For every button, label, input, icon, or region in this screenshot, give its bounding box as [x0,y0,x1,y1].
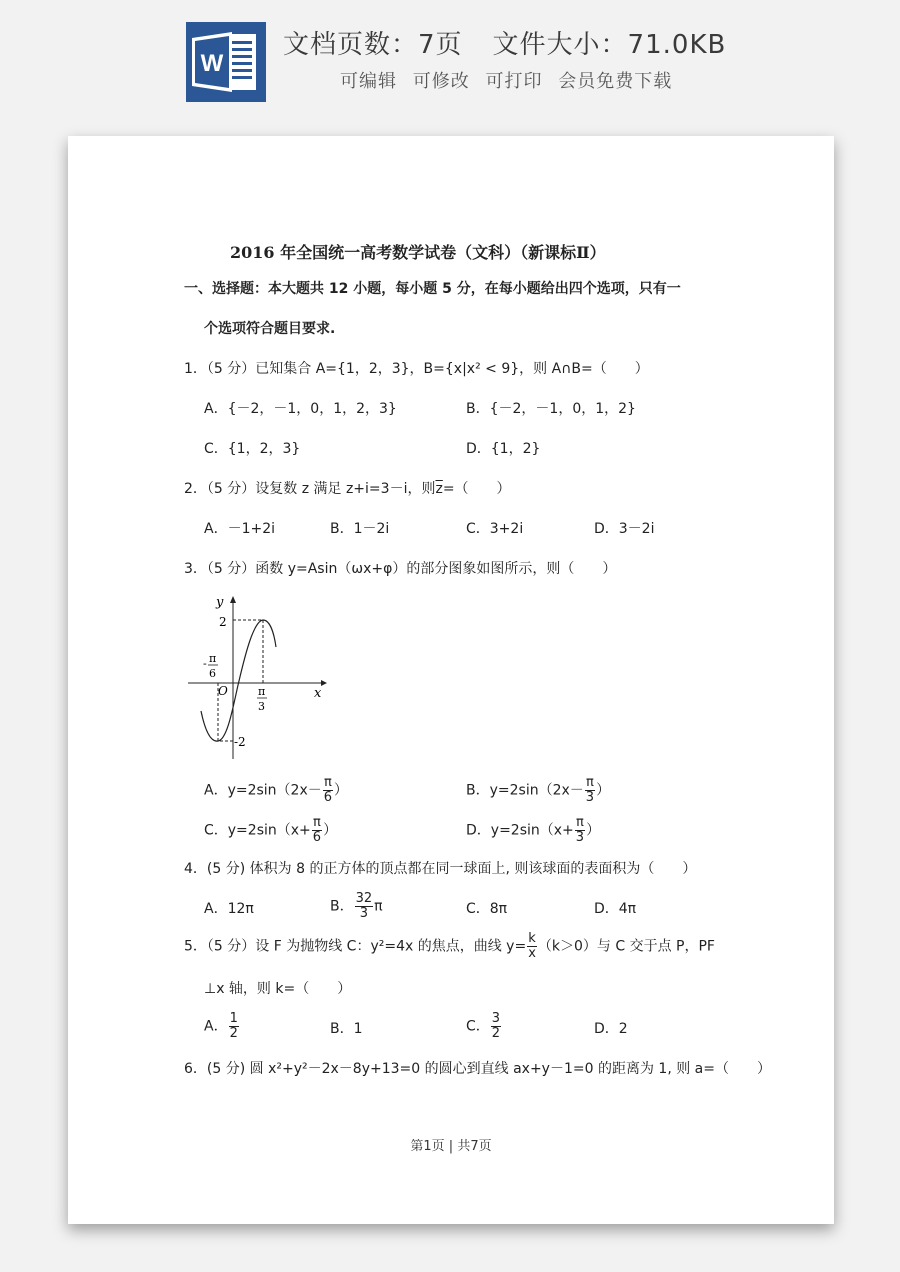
question-2-option-a: A．－1+2i [204,521,276,537]
fraction-1-over-2 [229,1012,239,1041]
denominator: 3 [575,830,585,845]
option-b-text: B．y=2sin（2x－ [466,782,584,799]
question-1-stem: 1．（5 分）已知集合 A={1，2，3}，B={x|x² < 9}，则 A∩B=（ ） [184,361,649,377]
neg-sign: - [203,657,207,670]
question-3-option-b [466,776,610,805]
y-axis-arrow [230,596,236,603]
download-banner [0,0,900,130]
question-1-option-a: A．{－2，－1，0，1，2，3} [204,401,397,417]
section-heading-line2: 个选项符合题目要求. [204,321,336,337]
question-3-stem: 3．（5 分）函数 y=Asin（ωx+φ）的部分图象如图所示，则（ ） [184,561,617,577]
option-c-text: C． [466,1018,490,1035]
question-1-option-b: B．{－2，－1，0，1，2} [466,401,636,417]
sine-curve [201,620,276,741]
denominator: 6 [312,830,322,845]
denominator: 2 [491,1026,501,1041]
sine-graph-figure [186,591,331,761]
y-axis-label: y [216,595,224,610]
file-size: 文件大小：71.0KB [492,30,727,60]
feature-printable: 可打印 [485,71,543,92]
fraction-32-over-3 [355,892,374,921]
close-paren: ） [586,822,601,839]
close-paren: ） [596,782,611,799]
question-1-option-c: C．{1，2，3} [204,441,301,457]
question-2-stem [184,478,511,498]
question-5-stem-end: （k＞0）与 C 交于点 P，PF [537,938,715,955]
question-5-option-b: B．1 [330,1021,363,1037]
document-page [68,136,834,1224]
x-axis-label: x [314,686,322,701]
question-5-option-a [204,1012,240,1041]
page-count: 文档页数：7页 [283,30,463,60]
fraction-pi-over-6 [323,776,333,805]
question-6-stem: 6．(5 分) 圆 x²+y²－2x－8y+13=0 的圆心到直线 ax+y－1=0 的距离为 1, 则 a=（ ） [184,1061,771,1077]
feature-list [340,67,681,93]
question-4-stem: 4．(5 分) 体积为 8 的正方体的顶点都在同一球面上, 则该球面的表面积为（ ） [184,861,697,877]
document-info [283,24,726,61]
fraction-pi-over-3 [585,776,595,805]
close-paren: ） [334,782,349,799]
page-footer: 第1页 | 共7页 [410,1139,492,1154]
question-5-option-c [466,1012,502,1041]
close-paren: ） [323,822,338,839]
y-max-label: 2 [219,615,227,629]
y-min-label: -2 [234,735,246,749]
numerator: k [528,931,536,946]
numerator: π [586,775,594,790]
pi-third-numerator: π [258,685,266,698]
numerator: π [323,775,332,790]
question-3-option-a [204,776,348,805]
fraction-3-over-2 [491,1012,501,1041]
feature-member-download: 会员免费下载 [558,71,673,92]
option-a-text: A．y=2sin（2x－ [204,782,322,799]
svg-text:W: W [200,50,224,77]
question-3-option-d [466,816,600,845]
option-c-text: C．y=2sin（x+ [204,822,311,839]
pi-third-denominator: 3 [258,700,265,713]
fraction-pi-over-3 [575,816,585,845]
question-4-option-c: C．8π [466,901,508,917]
question-5-option-d: D．2 [594,1021,628,1037]
feature-modifiable: 可修改 [412,71,470,92]
denominator: 6 [323,790,333,805]
denominator: 3 [359,906,369,921]
numerator: 1 [229,1011,238,1026]
option-a-text: A． [204,1018,228,1035]
question-5-stem-text: 5．（5 分）设 F 为抛物线 C：y²=4x 的焦点，曲线 y= [184,938,527,955]
numerator: π [576,815,584,830]
neg-pi-denominator: 6 [209,667,216,680]
question-3-option-c [204,816,337,845]
question-2-stem-end: =（ ） [442,481,511,497]
denominator: 3 [585,790,595,805]
question-4-option-d: D．4π [594,901,637,917]
option-b-text: B． [330,898,354,915]
origin-label: O [218,684,228,698]
fraction-k-over-x [527,932,537,961]
denominator: x [528,946,536,961]
document-title: 2016 年全国统一高考数学试卷（文科）（新课标Ⅱ） [230,243,606,262]
question-2-option-d: D．3－2i [594,521,655,537]
question-5-stem-line2: ⊥x 轴，则 k=（ ） [204,981,352,997]
numerator: 32 [355,891,373,906]
neg-pi-numerator: π [209,652,217,665]
question-2-option-c: C．3+2i [466,521,524,537]
pi-symbol: π [374,898,383,915]
section-heading-line1: 一、选择题：本大题共 12 小题，每小题 5 分，在每小题给出四个选项，只有一 [184,281,681,297]
question-1-option-d: D．{1，2} [466,441,541,457]
x-axis-arrow [321,680,327,686]
question-2-option-b: B．1－2i [330,521,390,537]
denominator: 2 [229,1026,238,1041]
question-4-option-a: A．12π [204,901,254,917]
question-2-stem-text: 2．（5 分）设复数 z 满足 z+i=3－i，则 [184,481,436,497]
question-4-option-b [330,892,383,921]
fraction-pi-over-6 [312,816,322,845]
option-d-text: D．y=2sin（x+ [466,822,574,839]
question-5-stem [184,932,715,961]
numerator: 3 [491,1011,501,1026]
numerator: π [313,815,321,830]
conjugate-z: $\overline{z}$ [435,481,443,497]
feature-editable: 可编辑 [340,71,397,92]
word-document-icon [186,22,266,102]
